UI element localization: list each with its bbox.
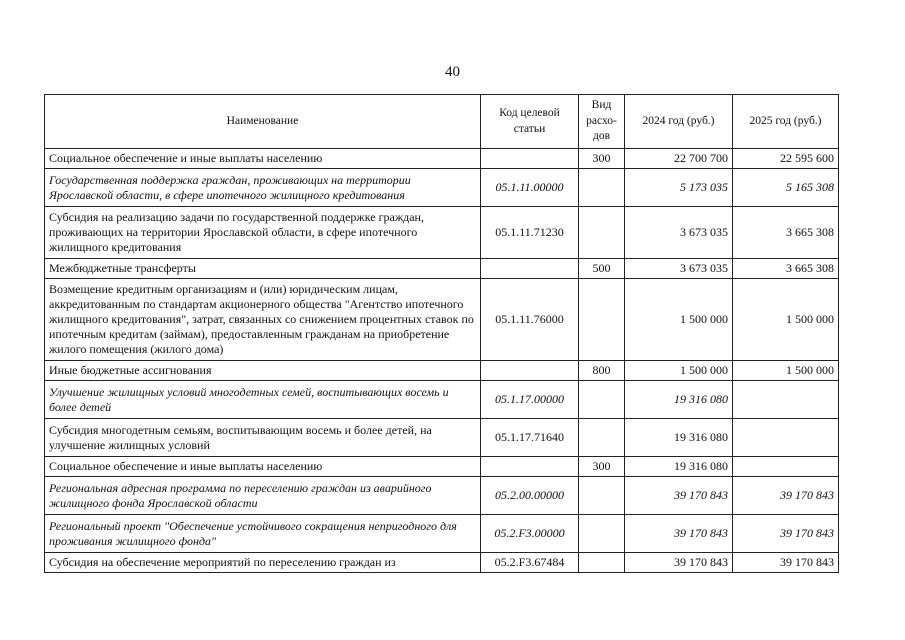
header-2025: 2025 год (руб.) [733,95,839,149]
row-2025: 39 170 843 [733,477,839,515]
page-number: 40 [445,64,460,80]
row-code: 05.1.17.71640 [481,419,579,457]
table-row [45,259,839,279]
row-kind [579,207,625,259]
table-row [45,515,839,553]
row-2024: 19 316 080 [625,381,733,419]
row-kind [579,419,625,457]
row-name: Межбюджетные трансферты [45,259,481,279]
row-2024: 3 673 035 [625,259,733,279]
row-name: Иные бюджетные ассигнования [45,361,481,381]
row-name: Субсидия на реализацию задачи по государственной поддержке граждан, проживающих на территории Ярославской области, в сфере ипотечного жилищного кредитования [45,207,481,259]
row-kind [579,279,625,361]
table-row [45,207,839,259]
row-2024: 22 700 700 [625,149,733,169]
row-name: Субсидия на обеспечение мероприятий по переселению граждан из [45,553,481,573]
row-code [481,361,579,381]
row-name: Улучшение жилищных условий многодетных семей, воспитывающих восемь и более детей [45,381,481,419]
row-2025: 5 165 308 [733,169,839,207]
table-row [45,361,839,381]
row-name: Возмещение кредитным организациям и (или) юридическим лицам, аккредитованным по стандартам акционерного общества "Агентство ипотечного жилищного кредитования", затрат, связанных со снижением процентных ставок по ипотечным кредитам (займам), предоставленным гражданам на приобретение жилого помещения (жилого дома) [45,279,481,361]
table-row [45,149,839,169]
row-kind: 300 [579,457,625,477]
row-2024: 19 316 080 [625,419,733,457]
row-name: Социальное обеспечение и иные выплаты населению [45,457,481,477]
row-code: 05.1.11.71230 [481,207,579,259]
row-2024: 1 500 000 [625,361,733,381]
table-row [45,457,839,477]
row-code [481,149,579,169]
row-kind [579,169,625,207]
row-code: 05.1.11.00000 [481,169,579,207]
budget-table [44,94,839,573]
header-2024: 2024 год (руб.) [625,95,733,149]
row-2025 [733,381,839,419]
row-code: 05.1.17.00000 [481,381,579,419]
row-kind [579,515,625,553]
row-kind: 800 [579,361,625,381]
header-code: Код целевой статьи [481,95,579,149]
row-kind: 500 [579,259,625,279]
table-header-row [45,95,839,149]
row-2025: 1 500 000 [733,279,839,361]
row-2025: 3 665 308 [733,259,839,279]
row-kind [579,553,625,573]
header-name: Наименование [45,95,481,149]
row-code: 05.1.11.76000 [481,279,579,361]
row-2024: 39 170 843 [625,515,733,553]
row-2024: 39 170 843 [625,477,733,515]
row-name: Региональная адресная программа по переселению граждан из аварийного жилищного фонда Ярославской области [45,477,481,515]
table-row [45,381,839,419]
row-2024: 3 673 035 [625,207,733,259]
row-2025: 39 170 843 [733,515,839,553]
row-2025: 39 170 843 [733,553,839,573]
row-2024: 1 500 000 [625,279,733,361]
row-2024: 19 316 080 [625,457,733,477]
row-code [481,457,579,477]
row-kind: 300 [579,149,625,169]
row-2025: 1 500 000 [733,361,839,381]
table-row [45,169,839,207]
table-row [45,553,839,573]
row-name: Региональный проект "Обеспечение устойчивого сокращения непригодного для проживания жилищного фонда" [45,515,481,553]
row-2024: 39 170 843 [625,553,733,573]
row-kind [579,477,625,515]
row-name: Социальное обеспечение и иные выплаты населению [45,149,481,169]
header-kind: Вид расхо-дов [579,95,625,149]
row-2025 [733,419,839,457]
row-name: Государственная поддержка граждан, проживающих на территории Ярославской области, в сфере ипотечного жилищного кредитования [45,169,481,207]
table-row [45,279,839,361]
row-code: 05.2.F3.67484 [481,553,579,573]
row-code: 05.2.F3.00000 [481,515,579,553]
row-name: Субсидия многодетным семьям, воспитывающим восемь и более детей, на улучшение жилищных условий [45,419,481,457]
row-2024: 5 173 035 [625,169,733,207]
row-2025 [733,457,839,477]
row-2025: 22 595 600 [733,149,839,169]
table-row [45,419,839,457]
row-code [481,259,579,279]
row-2025: 3 665 308 [733,207,839,259]
row-code: 05.2.00.00000 [481,477,579,515]
table-row [45,477,839,515]
row-kind [579,381,625,419]
